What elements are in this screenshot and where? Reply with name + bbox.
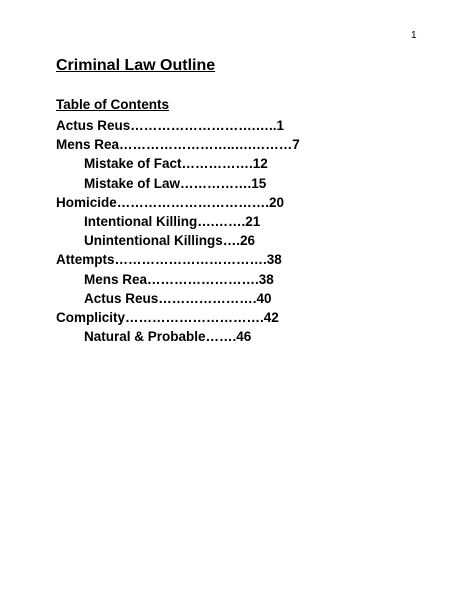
toc-entry: Homicide…………………………….20	[56, 194, 285, 210]
toc-entry: Actus Reus……………………….…..1	[56, 118, 285, 133]
toc-subentry: Mens Rea…………………….38	[84, 271, 274, 287]
page-number: 1	[411, 30, 417, 41]
toc-entry: Attempts…………………………….38	[56, 252, 282, 268]
toc-subentry: Mistake of Law…………….15	[84, 175, 267, 191]
toc-entry: Complicity………………………….42	[56, 309, 279, 325]
toc-subentry: Unintentional Killings….26	[84, 233, 256, 249]
toc-subentry: Natural & Probable…….46	[84, 329, 252, 345]
toc-subentry: Actus Reus………………….40	[84, 290, 272, 306]
table-of-contents	[56, 116, 300, 346]
toc-heading: Table of Contents	[56, 97, 169, 112]
toc-subentry: Mistake of Fact…………….12	[84, 156, 268, 172]
toc-subentry: Intentional Killing….…….21	[84, 213, 261, 229]
document-title: Criminal Law Outline	[56, 57, 216, 74]
toc-entry: Mens Rea……………………..….………7	[56, 137, 300, 153]
